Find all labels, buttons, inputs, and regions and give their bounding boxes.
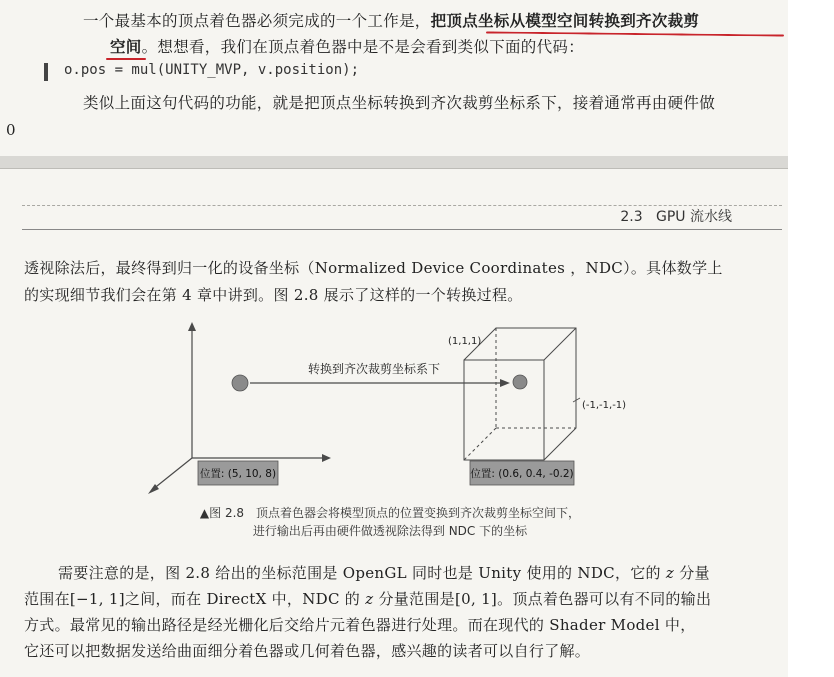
caption-line-2: 进行输出后再由硬件做透视除法得到 NDC 下的坐标 bbox=[252, 524, 528, 538]
body-paragraph-1-line-1: 透视除法后，最终得到归一化的设备坐标（Normalized Device Coordinates ，NDC）。具体数学上 bbox=[24, 259, 723, 277]
p2-line1-z: z bbox=[665, 564, 675, 582]
body-paragraph-1-line-2: 的实现细节我们会在第 4 章中讲到。图 2.8 展示了这样的一个转换过程。 bbox=[24, 286, 523, 304]
cut-off-digit: 0 bbox=[6, 121, 16, 139]
page-separator-line bbox=[0, 168, 788, 169]
model-space-point bbox=[232, 375, 248, 391]
underlined-highlight-1: 把顶点坐标从模型空间转换到齐次裁剪 bbox=[430, 11, 700, 30]
top-line2-suffix: 。想想看，我们在顶点着色器中是不是会看到类似下面的代码： bbox=[141, 38, 585, 56]
body-paragraph-2-line-2 bbox=[24, 586, 711, 612]
header-rule bbox=[22, 229, 782, 230]
section-number: 2.3 bbox=[620, 209, 643, 225]
figure-2-8 bbox=[150, 318, 627, 498]
code-marker-bar bbox=[44, 63, 48, 81]
transform-arrow-label: 转换到齐次裁剪坐标系下 bbox=[308, 362, 441, 376]
top-paragraph-line-3: 类似上面这句代码的功能，就是把顶点坐标转换到齐次裁剪坐标系下，接着通常再由硬件做 bbox=[83, 94, 716, 112]
right-margin bbox=[788, 0, 834, 677]
p2-line2-a: 范围在[−1, 1]之间，而在 DirectX 中，NDC 的 bbox=[24, 590, 366, 608]
right-position-label: 位置: (0.6, 0.4, -0.2) bbox=[470, 468, 574, 480]
p2-line1-b: 分量 bbox=[674, 564, 710, 582]
page-separator-band bbox=[0, 156, 788, 168]
transform-arrow-head bbox=[500, 379, 510, 387]
corner-label-bottom: (-1,-1,-1) bbox=[582, 400, 627, 411]
p2-line2-b: 分量范围是[0, 1]。顶点着色器可以有不同的输出 bbox=[373, 590, 712, 608]
code-line: o.pos = mul(UNITY_MVP, v.position); bbox=[64, 62, 360, 78]
figure-caption bbox=[170, 504, 610, 540]
ndc-cube bbox=[464, 328, 576, 460]
underlined-highlight-2: 空间 bbox=[110, 37, 142, 56]
y-arrow-head bbox=[188, 322, 196, 331]
p2-line2-z: z bbox=[365, 590, 374, 608]
x-arrow-head bbox=[322, 454, 331, 462]
caption-line-1: ▲图 2.8 顶点着色器会将模型顶点的位置变换到齐次裁剪坐标空间下， bbox=[199, 506, 581, 520]
clip-space-point bbox=[513, 375, 527, 389]
top-line1-prefix: 一个最基本的顶点着色器必须完成的一个工作是， bbox=[83, 12, 431, 30]
top-paragraph-line-1 bbox=[83, 8, 699, 34]
red-underline-2 bbox=[106, 58, 146, 60]
body-paragraph-2-line-4: 它还可以把数据发送给曲面细分着色器或几何着色器，感兴趣的读者可以自行了解。 bbox=[24, 642, 591, 660]
section-title: GPU 流水线 bbox=[656, 209, 732, 225]
left-position-label: 位置: (5, 10, 8) bbox=[199, 468, 277, 480]
corner-label-top: (1,1,1) bbox=[448, 336, 482, 347]
running-header bbox=[620, 206, 732, 226]
body-paragraph-2-line-1 bbox=[58, 560, 710, 586]
p2-line1-a: 需要注意的是，图 2.8 给出的坐标范围是 OpenGL 同时也是 Unity 使用的 NDC，它的 bbox=[58, 564, 666, 582]
top-paragraph-line-2 bbox=[110, 34, 584, 60]
body-paragraph-2-line-3: 方式。最常见的输出路径是经光栅化后交给片元着色器进行处理。而在现代的 Shader Model 中， bbox=[24, 616, 696, 634]
